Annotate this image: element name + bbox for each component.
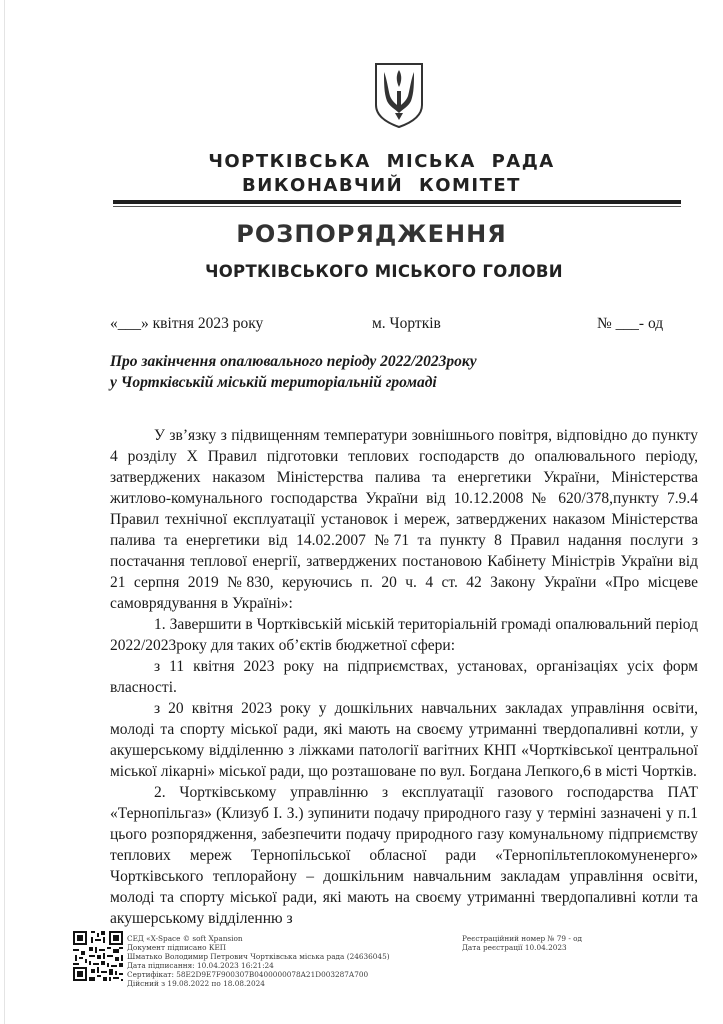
org-name: ЧОРТКІВСЬКА МІСЬКА РАДА bbox=[208, 151, 555, 172]
document-body bbox=[110, 425, 698, 929]
registration-number: Реєстраційний номер № 79 - од bbox=[462, 934, 582, 943]
org-body: ВИКОНАВЧИЙ КОМІТЕТ bbox=[242, 175, 521, 196]
header-divider bbox=[113, 200, 681, 204]
subject-line: у Чортківській міській територіальній громаді bbox=[110, 374, 437, 391]
coat-of-arms-trident-icon bbox=[373, 61, 425, 129]
document-issuer: ЧОРТКІВСЬКОГО МІСЬКОГО ГОЛОВИ bbox=[205, 262, 563, 281]
signature-signer: Шматько Володимир Петрович Чортківська міська рада (24636045) bbox=[127, 952, 390, 961]
signature-system: СЕД «X-Space © soft Xpansion bbox=[127, 934, 243, 943]
signature-date: Дата підписання: 10.04.2023 16:21:24 bbox=[127, 961, 274, 970]
signature-certificate: Сертифікат: 58E2D9E7F900307B0400000078A21D003287A700 bbox=[127, 970, 369, 979]
document-type: РОЗПОРЯДЖЕННЯ bbox=[236, 220, 507, 248]
document-subject bbox=[110, 351, 670, 393]
body-paragraph: У зв’язку з підвищенням температури зовнішнього повітря, відповідно до пункту 4 розділу X Правил підготовки теплових господарств до опалювального періоду, затверджених наказом Міністерства палива та енергетики України, Міністерства житлово-комунального господарства України від 10.12.2008 № 620/378,пункту 7.9.4 Правил технічної експлуатації установок і мереж, затверджених наказом Міністерства палива та енергетики від 14.02.2007 №71 та пункту 8 Правил надання послуги з постачання теплової енергії, затверджених постановою Кабінету Міністрів України від 21 серпня 2019 №830, керуючись п. 20 ч. 4 ст. 42 Закону України «Про місцеве самоврядування в Україні»: bbox=[110, 427, 698, 612]
signature-status: Документ підписано КЕП bbox=[127, 943, 227, 952]
e-signature-footer bbox=[73, 930, 693, 994]
body-paragraph: 2. Чортківському управлінню з експлуатації газового господарства ПАТ «Тернопільгаз» (Клизуб І. З.) зупинити подачу природного газу у терміні зазначені у п.1 цього розпорядження, забезпечити подачу природного газу комунальному підприємству теплових мереж Тернопільської обласної ради «Тернопільтеплокомуненерго» Чортківського теплорайону – дошкільним навчальним закладам управління освіти, молоді та спорту міської ради, які мають на своєму утриманні твердопаливні котли та акушерському відділенню з bbox=[110, 784, 698, 927]
document-place: м. Чортків bbox=[372, 315, 441, 332]
document-number: № ___- од bbox=[597, 315, 664, 332]
document-date: «___» квітня 2023 року bbox=[110, 315, 264, 332]
body-paragraph: з 11 квітня 2023 року на підприємствах, установах, організаціях усіх форм власності. bbox=[110, 658, 698, 696]
scan-edge bbox=[4, 0, 5, 1024]
signature-validity: Дійсний з 19.08.2022 по 18.08.2024 bbox=[127, 979, 265, 988]
body-paragraph: 1. Завершити в Чортківській міській територіальній громаді опалювальний період 2022/2023року для таких об’єктів бюджетної сфери: bbox=[110, 616, 698, 654]
qr-code-icon bbox=[73, 931, 123, 981]
header-divider-thin bbox=[113, 206, 681, 207]
registration-date: Дата реєстрації 10.04.2023 bbox=[462, 943, 567, 952]
subject-line: Про закінчення опалювального періоду 2022/2023року bbox=[110, 353, 477, 370]
body-paragraph: з 20 квітня 2023 року у дошкільних навчальних закладах управління освіти, молоді та спорту міської ради, які мають на своєму утриманні твердопаливні котли, у акушерському відділенню з ліжками патології вагітних КНП «Чортківської центральної міської лікарні» міської ради, що розташоване по вул. Богдана Лепкого,6 в місті Чортків. bbox=[110, 700, 698, 780]
